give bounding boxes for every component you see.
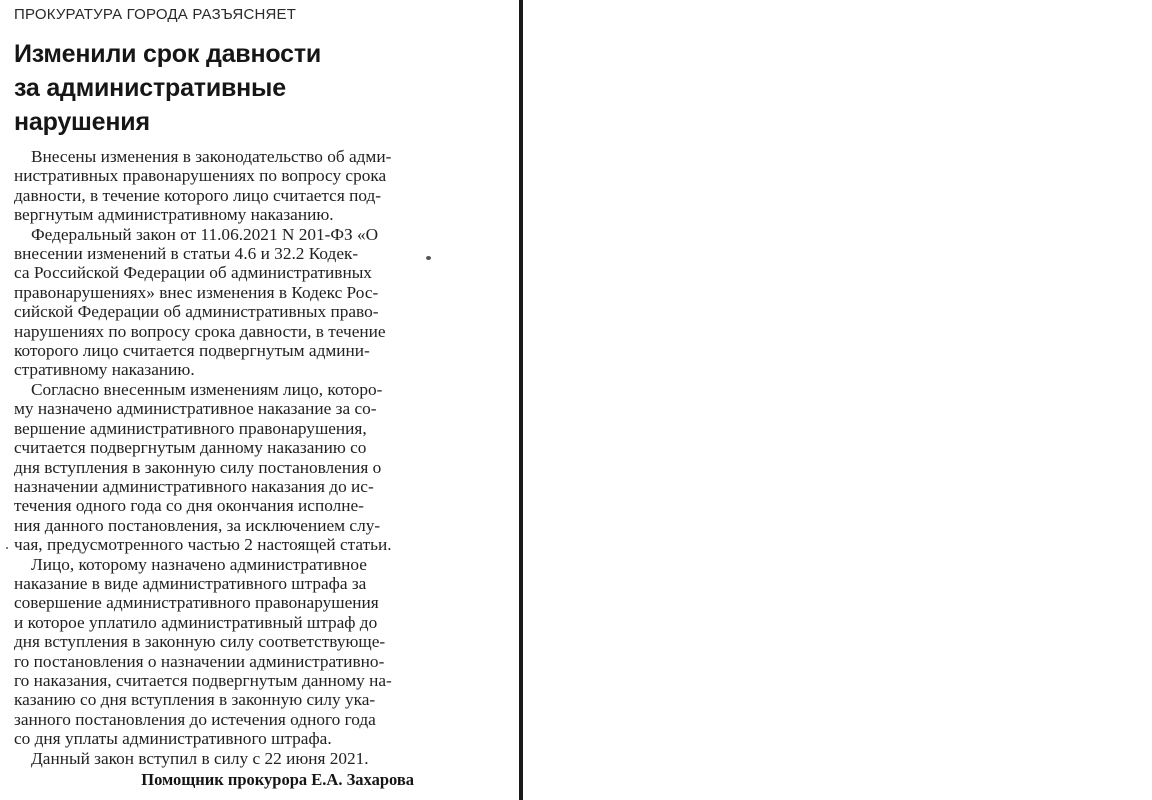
paragraph-line: го постановления о назначении административно- <box>14 651 385 671</box>
paragraph-line: чая, предусмотренного частью 2 настоящей статьи. <box>14 535 392 555</box>
paragraph-line: му назначено административное наказание за со- <box>14 399 377 419</box>
scan-speck <box>6 547 8 549</box>
article-paragraph <box>14 555 414 749</box>
paragraph-line: занного постановления до истечения одного года <box>14 709 376 729</box>
paragraph-line: ния данного постановления, за исключением слу- <box>14 515 381 535</box>
paragraph-line: давности, в течение которого лицо считается под- <box>14 185 382 205</box>
paragraph-line: наказание в виде административного штрафа за <box>14 573 367 593</box>
article-paragraph <box>14 225 414 380</box>
paragraph-line: Внесены изменения в законодательство об адми- <box>31 147 392 166</box>
paragraph-line: сийской Федерации об административных право- <box>14 302 379 322</box>
paragraph-line: Согласно внесенным изменениям лицо, которо- <box>31 379 383 399</box>
paragraph-line: правонарушениях» внес изменения в Кодекс Рос- <box>14 282 379 302</box>
headline-line: за административные <box>14 74 286 102</box>
paragraph-line: дня вступления в законную силу постановления о <box>14 457 382 477</box>
paragraph-line: са Российской Федерации об административных <box>14 263 372 283</box>
paragraph-line: внесении изменений в статьи 4.6 и 32.2 Кодек- <box>14 244 359 264</box>
paragraph-line: считается подвергнутым данному наказанию со <box>14 438 367 458</box>
paragraph-line: вергнутым административному наказанию. <box>14 205 334 225</box>
paragraph-line: вершение административного правонарушения, <box>14 418 367 438</box>
rubric: ПРОКУРАТУРА ГОРОДА РАЗЪЯСНЯЕТ <box>14 6 297 23</box>
article-paragraph <box>14 749 414 768</box>
scan-speck <box>426 256 431 260</box>
paragraph-line: со дня уплаты административного штрафа. <box>14 729 332 749</box>
page-fold-divider <box>519 0 523 800</box>
article <box>14 4 414 790</box>
signature: Помощник прокурора Е.А. Захарова <box>141 770 414 789</box>
paragraph-line: течения одного года со дня окончания исполне- <box>14 496 364 516</box>
paragraph-line: назначении административного наказания до ис- <box>14 476 374 496</box>
headline-line: нарушения <box>14 108 150 136</box>
paragraph-line: Лицо, которому назначено административное <box>31 554 367 574</box>
headline-line: Изменили срок давности <box>14 40 322 68</box>
paragraph-line: нарушениях по вопросу срока давности, в течение <box>14 321 386 341</box>
paragraph-line: Данный закон вступил в силу с 22 июня 2021. <box>31 748 369 768</box>
paragraph-line: и которое уплатило административный штраф до <box>14 612 378 632</box>
paragraph-line: нистративных правонарушениях по вопросу срока <box>14 166 387 186</box>
paragraph-line: совершение административного правонарушения <box>14 593 379 613</box>
article-paragraph <box>14 147 414 225</box>
article-body <box>14 147 414 768</box>
paragraph-line: дня вступления в законную силу соответствующе- <box>14 632 386 652</box>
paragraph-line: которого лицо считается подвергнутым админи- <box>14 341 370 361</box>
headline <box>14 37 414 139</box>
paragraph-line: го наказания, считается подвергнутым данному на- <box>14 670 392 690</box>
paragraph-line: Федеральный закон от 11.06.2021 N 201-ФЗ «О <box>31 224 379 244</box>
paragraph-line: стративному наказанию. <box>14 360 195 380</box>
paragraph-line: казанию со дня вступления в законную силу ука- <box>14 690 376 710</box>
article-paragraph <box>14 380 414 555</box>
